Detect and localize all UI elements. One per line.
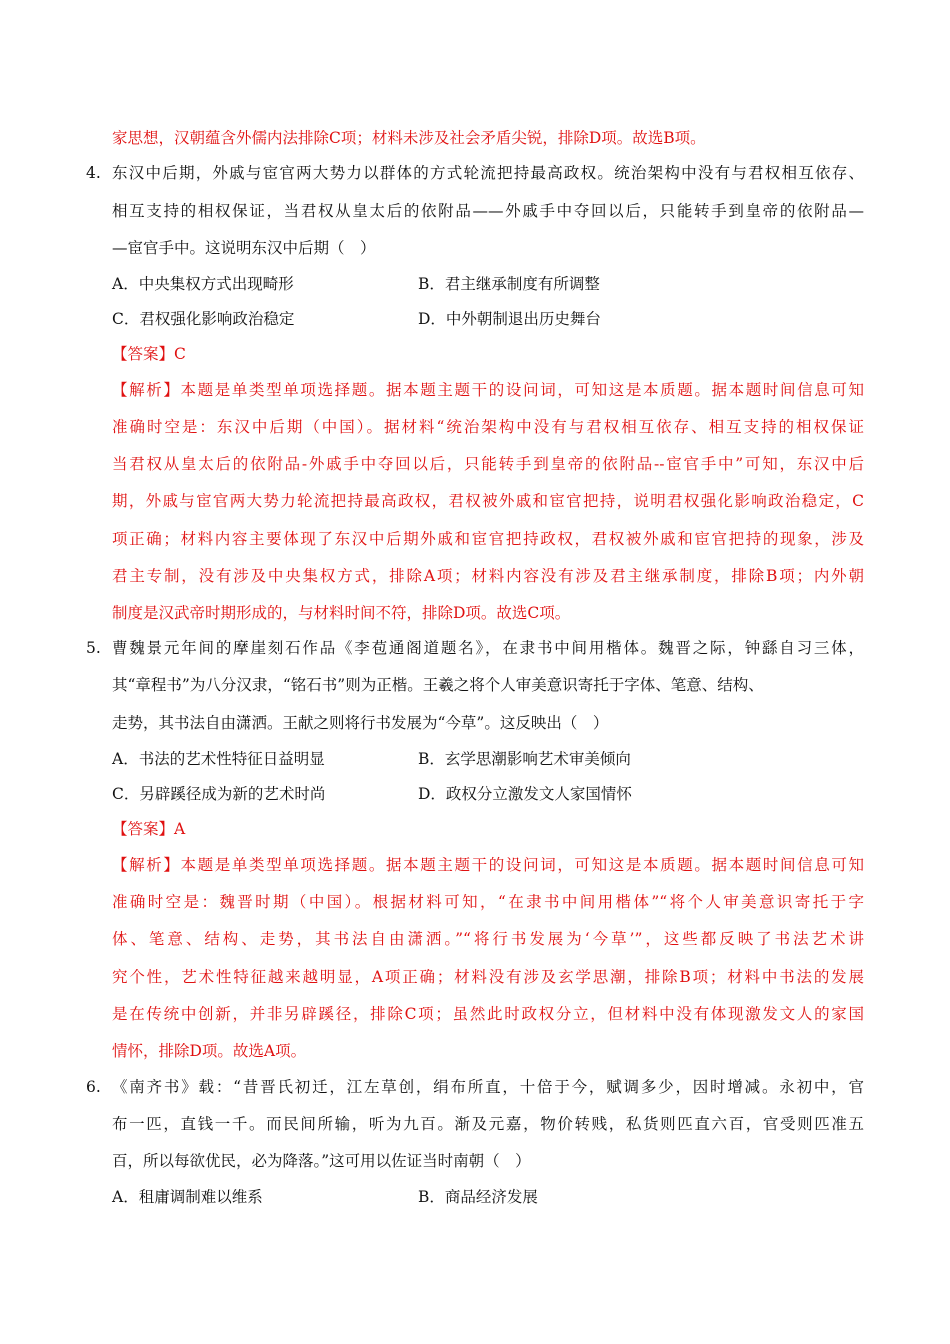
q6-stem-line-1: 《南齐书》载：“昔晋氏初迁，江左草创，绢布所直，十倍于今，赋调多少，因时增减。永初中，官 — [112, 1078, 864, 1096]
q5-option-a: A．书法的艺术性特征日益明显 — [112, 750, 325, 768]
q6-stem-line-3: 百，所以每欲优民，必为降落。”这可用以佐证当时南朝（ ） — [112, 1152, 531, 1170]
q5-analysis-line-2: 准确时空是：魏晋时期（中国）。根据材料可知，“在隶书中间用楷体”“将个人审美意识寄托于字 — [112, 893, 864, 911]
q4-option-d: D．中外朝制退出历史舞台 — [418, 310, 601, 328]
q4-analysis-line-5: 项正确；材料内容主要体现了东汉中后期外戚和宦官把持政权，君权被外戚和宦官把持的现象，涉及 — [112, 530, 864, 548]
q5-stem-line-2: 其“章程书”为八分汉隶，“铭石书”则为正楷。王羲之将个人审美意识寄托于字体、笔意、结构、 — [112, 676, 764, 694]
q5-analysis-line-6: 情怀，排除D项。故选A项。 — [112, 1042, 307, 1060]
q4-option-c: C．君权强化影响政治稳定 — [112, 310, 295, 328]
q6-option-b: B．商品经济发展 — [418, 1188, 538, 1206]
q5-option-c: C．另辟蹊径成为新的艺术时尚 — [112, 785, 326, 803]
q5-analysis-line-5: 是在传统中创新，并非另辟蹊径，排除C项；虽然此时政权分立，但材料中没有体现激发文人的家国 — [112, 1005, 864, 1023]
q4-analysis-line-3: 当君权从皇太后的依附品-外戚手中夺回以后，只能转手到皇帝的依附品--宦官手中”可知，东汉中后 — [112, 455, 864, 473]
q5-option-d: D．政权分立激发文人家国情怀 — [418, 785, 632, 803]
q4-option-b: B．君主继承制度有所调整 — [418, 275, 600, 293]
q4-answer: 【答案】C — [112, 345, 186, 363]
q5-analysis-line-4: 究个性，艺术性特征越来越明显，A项正确；材料没有涉及玄学思潮，排除B项；材料中书法的发展 — [112, 968, 864, 986]
q5-number: 5. — [86, 639, 101, 657]
q4-analysis-line-4: 期，外戚与宦官两大势力轮流把持最高政权，君权被外戚和宦官把持，说明君权强化影响政治稳定，C — [112, 492, 864, 510]
q4-analysis-line-6: 君主专制，没有涉及中央集权方式，排除A项；材料内容没有涉及君主继承制度，排除B项；内外朝 — [112, 567, 864, 585]
q5-stem-line-1: 曹魏景元年间的摩崖刻石作品《李苞通阁道题名》，在隶书中间用楷体。魏晋之际，钟繇自习三体， — [112, 639, 864, 657]
q4-stem-line-3: —宦官手中。这说明东汉中后期（ ） — [112, 239, 376, 257]
q4-analysis-line-7: 制度是汉武帝时期形成的，与材料时间不符，排除D项。故选C项。 — [112, 604, 571, 622]
previous-analysis-tail: 家思想，汉朝蕴含外儒内法排除C项；材料未涉及社会矛盾尖锐，排除D项。故选B项。 — [112, 129, 706, 147]
q4-analysis-line-1: 【解析】本题是单类型单项选择题。据本题主题干的设问词，可知这是本质题。据本题时间信息可知 — [112, 381, 864, 399]
q4-number: 4. — [86, 164, 101, 182]
q5-analysis-line-3: 体、笔意、结构、走势，其书法自由潇洒。”“将行书发展为‘今草’”，这些都反映了书法艺术讲 — [112, 930, 864, 948]
q6-stem-line-2: 布一匹，直钱一千。而民间所输，听为九百。渐及元嘉，物价转贱，私货则匹直六百，官受则匹准五 — [112, 1115, 864, 1133]
q4-stem-line-2: 相互支持的相权保证，当君权从皇太后的依附品——外戚手中夺回以后，只能转手到皇帝的依附品— — [112, 202, 864, 220]
q5-analysis-line-1: 【解析】本题是单类型单项选择题。据本题主题干的设问词，可知这是本质题。据本题时间信息可知 — [112, 856, 864, 874]
q5-answer: 【答案】A — [112, 820, 186, 838]
q4-stem-line-1: 东汉中后期，外戚与宦官两大势力以群体的方式轮流把持最高政权。统治架构中没有与君权相互依存、 — [112, 164, 864, 182]
q5-option-b: B．玄学思潮影响艺术审美倾向 — [418, 750, 631, 768]
q4-option-a: A．中央集权方式出现畸形 — [112, 275, 294, 293]
q6-option-a: A．租庸调制难以维系 — [112, 1188, 263, 1206]
q6-number: 6. — [86, 1078, 101, 1096]
q4-analysis-line-2: 准确时空是：东汉中后期（中国）。据材料“统治架构中没有与君权相互依存、相互支持的相权保证 — [112, 418, 864, 436]
q5-stem-line-3: 走势，其书法自由潇洒。王献之则将行书发展为“今草”。这反映出（ ） — [112, 714, 609, 732]
